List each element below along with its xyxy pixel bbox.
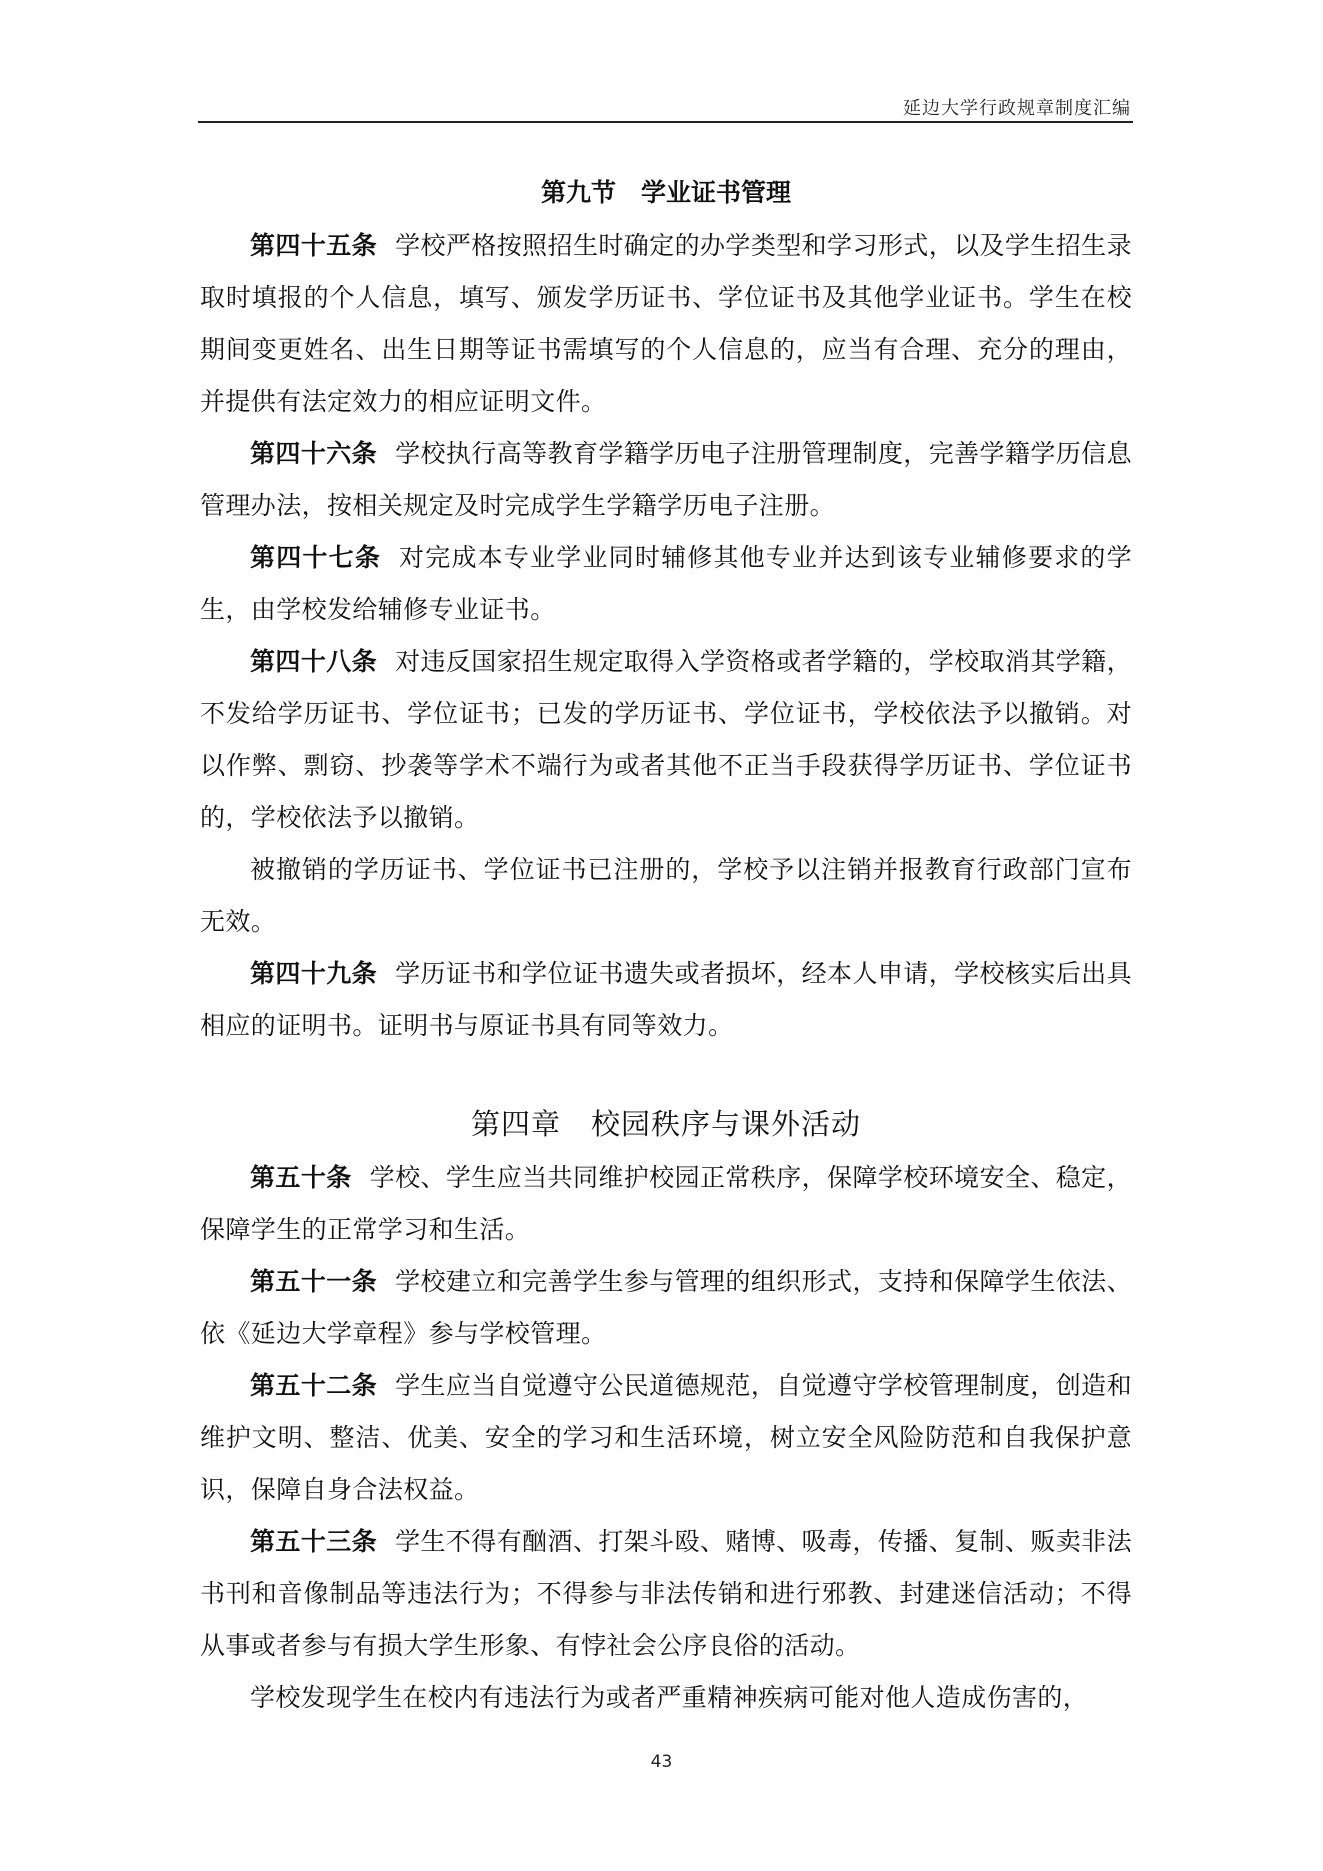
article-number: 第四十九条 [250, 959, 378, 988]
section-articles [200, 220, 1132, 1052]
page-number: 43 [650, 1752, 673, 1772]
article-paragraph [200, 1152, 1132, 1256]
article-text: 学校发现学生在校内有违法行为或者严重精神疾病可能对他人造成伤害的， [250, 1683, 1089, 1712]
page-body [200, 168, 1132, 1724]
article-paragraph [200, 1256, 1132, 1360]
article-text: 被撤销的学历证书、学位证书已注册的，学校予以注销并报教育行政部门宣布无效。 [200, 855, 1132, 936]
article-number: 第四十六条 [250, 439, 378, 468]
article-text: 学生应当自觉遵守公民道德规范，自觉遵守学校管理制度，创造和维护文明、整洁、优美、安全的学习和生活环境，树立安全风险防范和自我保护意识，保障自身合法权益。 [200, 1371, 1132, 1504]
continuation-paragraph [200, 844, 1132, 948]
article-text: 对违反国家招生规定取得入学资格或者学籍的，学校取消其学籍，不发给学历证书、学位证书；已发的学历证书、学位证书，学校依法予以撤销。对以作弊、剽窃、抄袭等学术不端行为或者其他不正当手段获得学历证书、学位证书的，学校依法予以撤销。 [200, 647, 1132, 832]
article-number: 第四十八条 [250, 647, 378, 676]
article-text: 学校建立和完善学生参与管理的组织形式，支持和保障学生依法、依《延边大学章程》参与学校管理。 [200, 1267, 1132, 1348]
article-number: 第五十二条 [250, 1371, 378, 1400]
article-number: 第四十七条 [250, 543, 382, 572]
article-text: 学生不得有酗酒、打架斗殴、赌博、吸毒，传播、复制、贩卖非法书刊和音像制品等违法行为；不得参与非法传销和进行邪教、封建迷信活动；不得从事或者参与有损大学生形象、有悖社会公序良俗的活动。 [200, 1527, 1132, 1660]
continuation-paragraph [200, 1672, 1132, 1724]
article-paragraph [200, 220, 1132, 428]
article-paragraph [200, 1360, 1132, 1516]
article-paragraph [200, 948, 1132, 1052]
article-paragraph [200, 428, 1132, 532]
article-number: 第四十五条 [250, 231, 378, 260]
article-paragraph [200, 532, 1132, 636]
article-text: 学历证书和学位证书遗失或者损坏，经本人申请，学校核实后出具相应的证明书。证明书与原证书具有同等效力。 [200, 959, 1132, 1040]
article-number: 第五十一条 [250, 1267, 378, 1296]
header-rule [198, 121, 1133, 123]
chapter-title: 第四章 校园秩序与课外活动 [470, 1107, 861, 1141]
chapter-articles [200, 1152, 1132, 1724]
article-text: 对完成本专业学业同时辅修其他专业并达到该专业辅修要求的学生，由学校发给辅修专业证书。 [200, 543, 1132, 624]
article-number: 第五十条 [250, 1163, 352, 1192]
running-header: 延边大学行政规章制度汇编 [903, 98, 1131, 119]
article-text: 学校、学生应当共同维护校园正常秩序，保障学校环境安全、稳定，保障学生的正常学习和生活。 [200, 1163, 1132, 1244]
article-paragraph [200, 1516, 1132, 1672]
section-title: 第九节 学业证书管理 [540, 178, 791, 207]
article-text: 学校执行高等教育学籍学历电子注册管理制度，完善学籍学历信息管理办法，按相关规定及时完成学生学籍学历电子注册。 [200, 439, 1132, 520]
article-text: 学校严格按照招生时确定的办学类型和学习形式，以及学生招生录取时填报的个人信息，填写、颁发学历证书、学位证书及其他学业证书。学生在校期间变更姓名、出生日期等证书需填写的个人信息的，应当有合理、充分的理由，并提供有法定效力的相应证明文件。 [200, 231, 1132, 416]
article-number: 第五十三条 [250, 1527, 378, 1556]
article-paragraph [200, 636, 1132, 844]
